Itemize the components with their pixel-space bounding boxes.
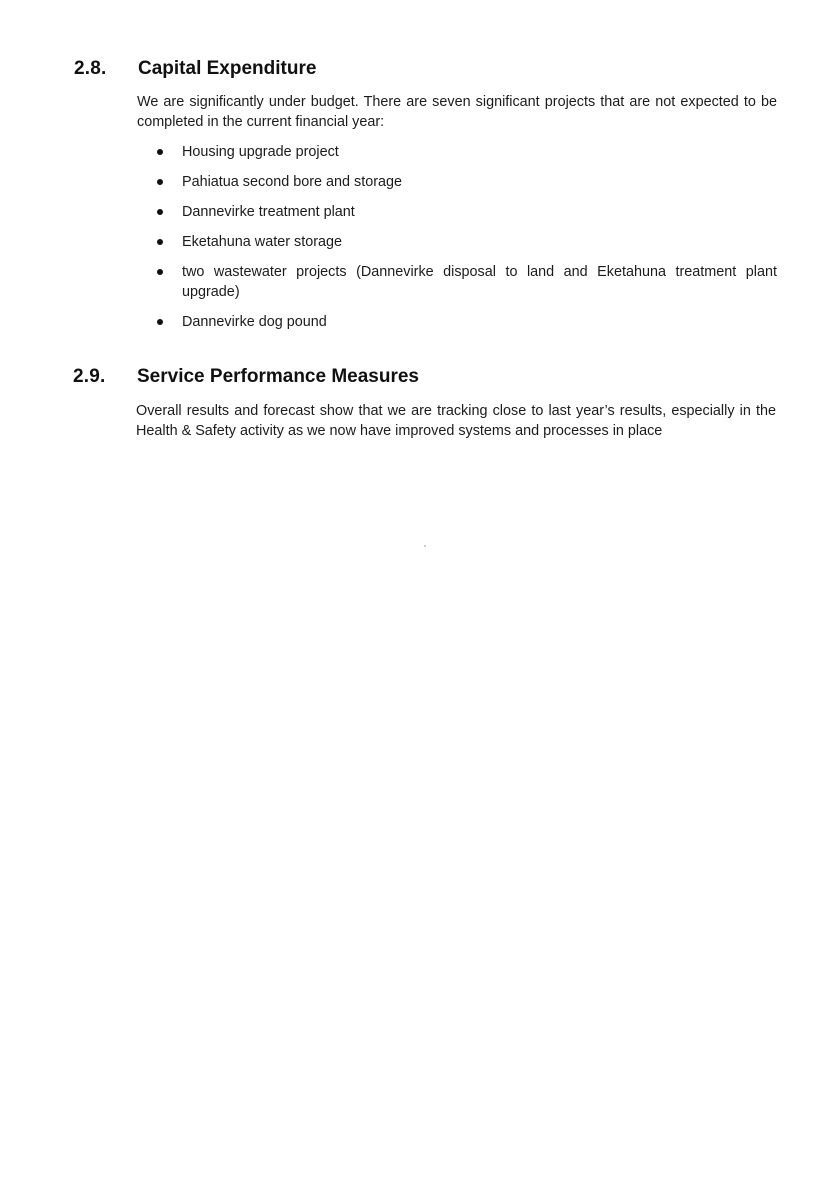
section-capital-expenditure: [0, 58, 821, 330]
list-item-text: Eketahuna water storage: [182, 234, 342, 250]
project-list: [157, 142, 777, 342]
scan-speck: [424, 545, 426, 547]
section-heading: [0, 58, 821, 82]
list-item-text: Dannevirke dog pound: [182, 314, 327, 330]
list-item-text: Dannevirke treatment plant: [182, 204, 355, 220]
section-service-performance: [0, 366, 821, 439]
section-number: 2.8.: [74, 58, 107, 79]
list-item: [157, 232, 777, 252]
bullet-icon: [157, 239, 163, 245]
bullet-icon: [157, 269, 163, 275]
section-number: 2.9.: [73, 366, 106, 387]
bullet-icon: [157, 209, 163, 215]
list-item: [157, 142, 777, 162]
bullet-icon: [157, 319, 163, 325]
section-paragraph: We are significantly under budget. There are seven significant projects that are not expected to be completed in the current financial year:: [137, 94, 777, 130]
list-item-text: two wastewater projects (Dannevirke disposal to land and Eketahuna treatment plant upgrade): [182, 264, 777, 300]
section-title: Capital Expenditure: [138, 58, 317, 79]
section-title: Service Performance Measures: [137, 366, 419, 387]
list-item: [157, 262, 777, 302]
list-item: [157, 172, 777, 192]
list-item-text: Housing upgrade project: [182, 144, 339, 160]
section-paragraph: Overall results and forecast show that we are tracking close to last year’s results, especially in the Health & Safety activity as we now have improved systems and processes in place: [136, 403, 776, 439]
section-heading: [0, 366, 821, 390]
list-item-text: Pahiatua second bore and storage: [182, 174, 403, 190]
list-item: [157, 312, 777, 332]
list-item: [157, 202, 777, 222]
bullet-icon: [157, 179, 163, 185]
bullet-icon: [157, 149, 163, 155]
